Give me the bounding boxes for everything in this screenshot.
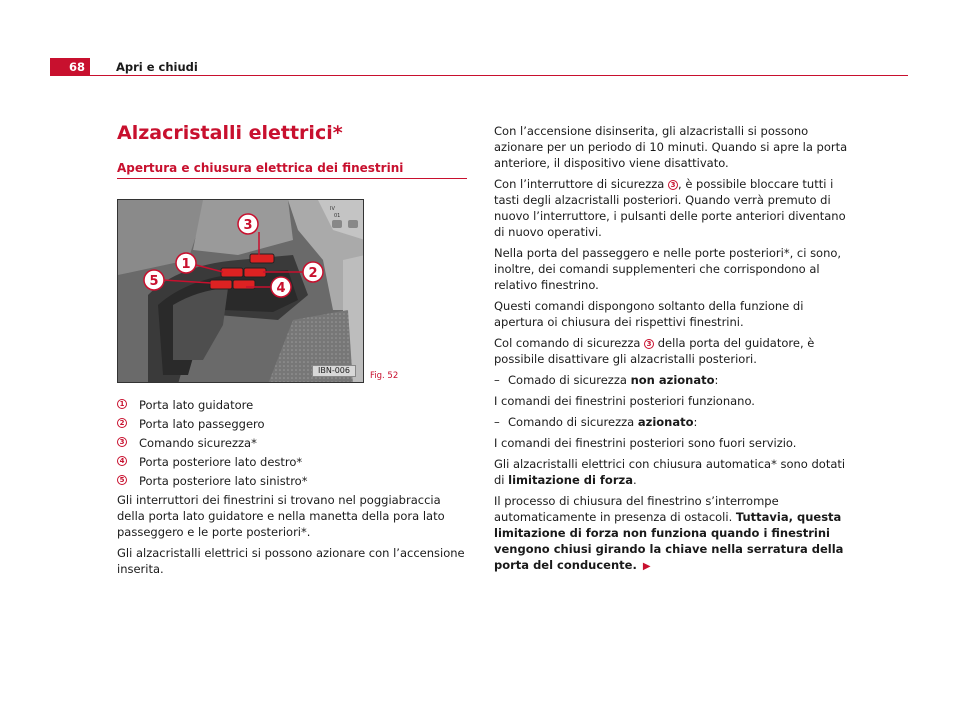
paragraph: I comandi dei finestrini posteriori funzionano. xyxy=(494,394,755,408)
legend-item xyxy=(117,435,477,454)
door-panel-illustration xyxy=(118,200,364,383)
legend-item xyxy=(117,397,477,416)
paragraph xyxy=(494,456,854,488)
bold-text: non azionato xyxy=(630,373,715,387)
dash: – xyxy=(494,373,500,387)
paragraph: I comandi dei finestrini posteriori sono fuori servizio. xyxy=(494,436,797,450)
panel-mark-iv: IV xyxy=(330,206,335,212)
callout-2: 2 xyxy=(308,266,318,281)
legend-item xyxy=(117,416,477,435)
figure-code: IBN-006 xyxy=(312,365,356,377)
list-item xyxy=(494,414,854,430)
callout-1: 1 xyxy=(181,257,191,272)
figure-window-switches xyxy=(117,199,364,383)
legend-marker: 3 xyxy=(117,437,127,447)
text-span: . xyxy=(632,473,637,487)
paragraph: Questi comandi dispongono soltanto della funzione di apertura oi chiusura dei rispettivi finestrini. xyxy=(494,299,804,329)
legend-marker: 5 xyxy=(117,475,127,485)
page-number: 68 xyxy=(50,58,90,76)
subsection-title: Apertura e chiusura elettrica dei finestrini xyxy=(117,160,467,179)
legend-marker: 1 xyxy=(117,399,127,409)
callout-4: 4 xyxy=(276,281,286,296)
figure-label: Fig. 52 xyxy=(370,371,399,381)
text-span: della porta del guidatore, è possibile disattivare gli alzacristalli posteriori. xyxy=(494,336,815,366)
paragraph xyxy=(494,176,854,240)
paragraph xyxy=(494,493,854,575)
text-span: Con l’interruttore di sicurezza xyxy=(494,177,665,191)
paragraph: Gli alzacristalli elettrici si possono azionare con l’accensione inserita. xyxy=(117,546,465,576)
text-span: Comado di sicurezza xyxy=(508,373,627,387)
inline-ref-marker: 3 xyxy=(668,180,678,190)
text-span: : xyxy=(714,373,719,387)
paragraph xyxy=(494,335,854,367)
legend-marker: 2 xyxy=(117,418,127,428)
continue-arrow-icon: ▶ xyxy=(642,561,651,572)
text-span: Col comando di sicurezza xyxy=(494,336,641,350)
page-header xyxy=(50,58,908,76)
paragraph: Con l’accensione disinserita, gli alzacristalli si possono azionare per un periodo di 10 minuti. Quando si apre la porta anteriore, il dispositivo viene disattivato. xyxy=(494,124,848,170)
legend-item xyxy=(117,473,477,492)
text-span: Il processo di chiusura del finestrino s’interrompe automaticamente in presenza di ostacoli. xyxy=(494,494,779,524)
inline-ref-marker: 3 xyxy=(644,339,654,349)
callout-5: 5 xyxy=(149,274,159,289)
figure-legend xyxy=(117,397,477,492)
chapter-title: Apri e chiudi xyxy=(116,60,198,74)
list-item xyxy=(494,372,854,388)
text-span: , è possibile bloccare tutti i tasti degli alzacristalli posteriori. Quando verrà premuto di nuovo l’interruttore, i pulsanti delle porte anteriori diventano di nuovo operativi. xyxy=(494,177,846,239)
legend-text: Comando sicurezza* xyxy=(139,436,257,450)
section-title: Alzacristalli elettrici* xyxy=(117,122,343,144)
legend-text: Porta posteriore lato destro* xyxy=(139,455,303,469)
text-span: : xyxy=(693,415,698,429)
callout-3: 3 xyxy=(243,218,253,233)
left-body-text xyxy=(117,492,472,582)
legend-text: Porta lato passeggero xyxy=(139,417,265,431)
legend-marker: 4 xyxy=(117,456,127,466)
legend-text: Porta lato guidatore xyxy=(139,398,254,412)
paragraph: Nella porta del passeggero e nelle porte posteriori*, ci sono, inoltre, dei comandi supplementeri che corrispondono al relativo finestrino. xyxy=(494,246,842,292)
bold-text: Tuttavia, questa limitazione di forza non funziona quando i finestrini vengono chiusi girando la chiave nella serratura della porta del conducente. xyxy=(494,510,844,572)
paragraph: Gli interruttori dei finestrini si trovano nel poggiabraccia della porta lato guidatore e nella manetta della pora lato passeggero e le porte posteriori*. xyxy=(117,493,445,539)
legend-text: Porta posteriore lato sinistro* xyxy=(139,474,308,488)
right-body-text xyxy=(494,123,854,580)
text-span: Comando di sicurezza xyxy=(508,415,635,429)
panel-mark-01: 01 xyxy=(334,213,341,219)
bold-text: limitazione di forza xyxy=(508,473,633,487)
bold-text: azionato xyxy=(637,415,694,429)
dash: – xyxy=(494,415,500,429)
legend-item xyxy=(117,454,477,473)
text-span: Gli alzacristalli elettrici con chiusura automatica* sono dotati di xyxy=(494,457,846,487)
